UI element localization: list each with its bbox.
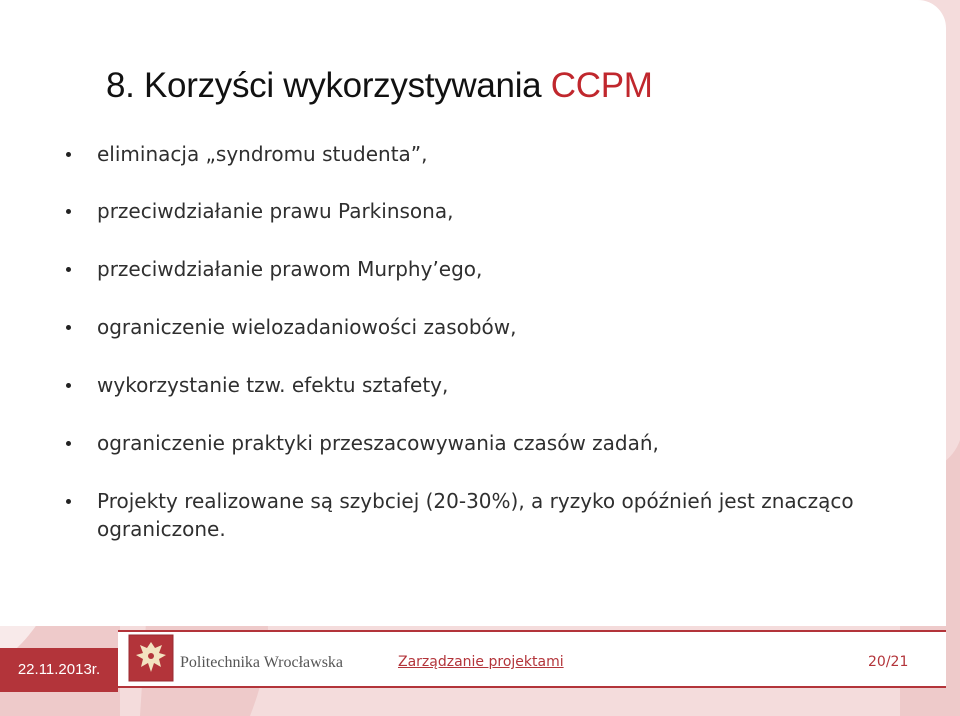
list-item-text: ograniczenie praktyki przeszacowywania czasów zadań, [97, 431, 659, 455]
list-item-text: eliminacja „syndromu studenta”, [97, 142, 428, 166]
bullet-dot-icon [66, 267, 71, 272]
title-accent: CCPM [550, 66, 653, 105]
list-item [66, 429, 866, 457]
page-number: 20/21 [868, 654, 909, 670]
footer-date: 22.11.2013r. [0, 648, 118, 692]
slide-footer [0, 626, 960, 716]
bullet-dot-icon [66, 152, 71, 157]
bullet-dot-icon [66, 383, 71, 388]
bullet-dot-icon [66, 325, 71, 330]
list-item-text: wykorzystanie tzw. efektu sztafety, [97, 373, 449, 397]
list-item-text: Projekty realizowane są szybciej (20-30%), a ryzyko opóźnień jest znacząco ograniczone. [97, 489, 854, 541]
list-item-text: przeciwdziałanie prawom Murphy’ego, [97, 257, 483, 281]
university-logo-label: Politechnika Wrocławska [180, 654, 344, 671]
list-item [66, 313, 866, 341]
course-title-link[interactable]: Zarządzanie projektami [398, 654, 564, 670]
list-item [66, 371, 866, 399]
footer-divider-bottom [118, 686, 946, 688]
university-eagle-emblem-icon [128, 634, 174, 682]
slide-title [106, 66, 653, 106]
list-item [66, 487, 866, 543]
bullet-dot-icon [66, 209, 71, 214]
bullet-dot-icon [66, 441, 71, 446]
list-item [66, 140, 866, 168]
list-item [66, 255, 866, 283]
list-item [66, 197, 866, 225]
list-item-text: ograniczenie wielozadaniowości zasobów, [97, 315, 517, 339]
bullet-dot-icon [66, 499, 71, 504]
title-main: 8. Korzyści wykorzystywania [106, 66, 551, 105]
list-item-text: przeciwdziałanie prawu Parkinsona, [97, 199, 454, 223]
footer-divider-top [118, 630, 946, 632]
